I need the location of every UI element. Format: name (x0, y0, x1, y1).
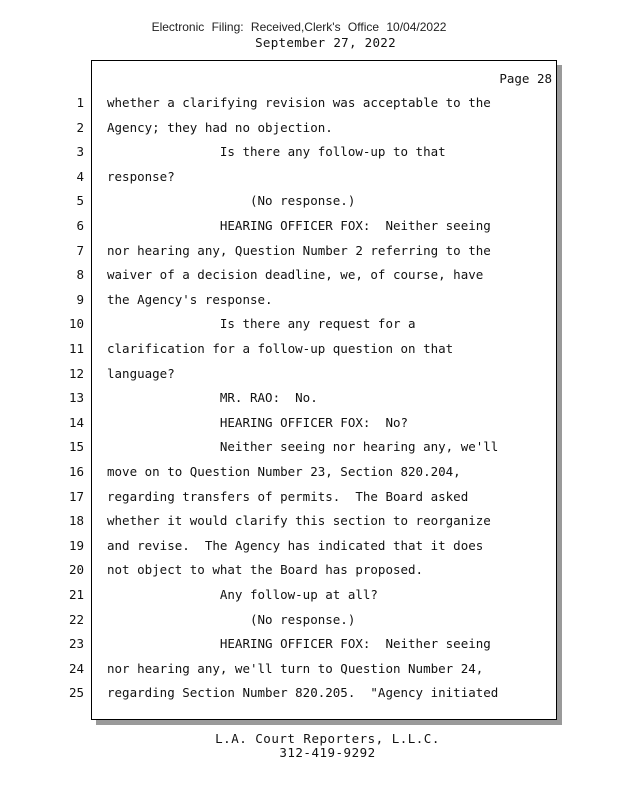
transcript-line (0, 362, 618, 386)
line-number: 4 (76, 168, 84, 184)
transcript-line (0, 312, 618, 336)
line-text: (No response.) (107, 611, 356, 627)
transcript-line (0, 583, 618, 607)
line-text: response? (107, 168, 175, 184)
reporter-company: L.A. Court Reporters, L.L.C. (215, 731, 440, 746)
line-number: 18 (68, 513, 84, 529)
line-text: Is there any request for a (107, 316, 416, 332)
transcript-line (0, 657, 618, 681)
hearing-date: September 27, 2022 (255, 35, 396, 50)
transcript-line (0, 632, 618, 656)
line-text: language? (107, 365, 175, 381)
line-number: 20 (68, 562, 84, 578)
line-number: 1 (76, 95, 84, 110)
line-text: regarding Section Number 820.205. "Agency initiated (107, 685, 499, 701)
line-number: 22 (68, 611, 84, 627)
line-number: 12 (68, 365, 84, 381)
line-number: 6 (76, 218, 84, 233)
transcript-line (0, 263, 618, 287)
line-text: HEARING OFFICER FOX: No? (107, 414, 409, 430)
transcript-line (0, 239, 618, 263)
transcript-line (0, 288, 618, 312)
transcript-line (0, 681, 618, 705)
transcript-line (0, 91, 618, 115)
line-number: 11 (68, 341, 84, 356)
line-text: Agency; they had no objection. (107, 119, 333, 135)
line-number: 9 (76, 291, 84, 307)
transcript-line (0, 558, 618, 582)
line-number: 5 (76, 193, 84, 209)
transcript-line (0, 189, 618, 213)
line-text: waiver of a decision deadline, we, of course, have (107, 267, 484, 283)
line-text: MR. RAO: No. (107, 390, 318, 406)
transcript-line (0, 165, 618, 189)
line-number: 10 (68, 316, 84, 332)
line-text: whether it would clarify this section to reorganize (107, 513, 491, 529)
line-text: clarification for a follow-up question on that (107, 341, 454, 356)
transcript-line (0, 485, 618, 509)
line-text: whether a clarifying revision was acceptable to the (107, 95, 491, 110)
line-text: not object to what the Board has proposed. (107, 562, 424, 578)
transcript-line (0, 435, 618, 459)
line-number: 17 (68, 488, 84, 504)
line-number: 15 (68, 439, 84, 455)
transcript-line (0, 214, 618, 238)
line-number: 16 (68, 464, 84, 479)
line-text: and revise. The Agency has indicated that it does (107, 537, 484, 553)
line-text: the Agency's response. (107, 291, 273, 307)
transcript-line (0, 534, 618, 558)
line-text: Neither seeing nor hearing any, we'll (107, 439, 499, 455)
line-number: 14 (68, 414, 84, 430)
line-text: nor hearing any, we'll turn to Question Number 24, (107, 660, 484, 676)
line-number: 13 (68, 390, 84, 406)
line-text: Any follow-up at all? (107, 587, 378, 602)
filing-stamp: Electronic Filing: Received,Clerk's Office 10/04/2022 (151, 20, 447, 34)
line-number: 2 (76, 119, 84, 135)
transcript-line (0, 140, 618, 164)
line-number: 24 (68, 660, 84, 676)
line-number: 21 (68, 587, 84, 602)
reporter-phone: 312-419-9292 (279, 745, 376, 760)
line-text: HEARING OFFICER FOX: Neither seeing (107, 636, 491, 652)
line-number: 7 (76, 242, 84, 258)
line-text: HEARING OFFICER FOX: Neither seeing (107, 218, 491, 233)
line-number: 3 (76, 144, 84, 160)
line-number: 8 (76, 267, 84, 283)
transcript-line (0, 116, 618, 140)
transcript-line (0, 509, 618, 533)
line-number: 23 (68, 636, 84, 652)
transcript-line (0, 460, 618, 484)
transcript-line (0, 608, 618, 632)
line-number: 25 (68, 685, 84, 701)
page-number: Page 28 (499, 71, 552, 86)
footer (0, 732, 618, 760)
transcript-line (0, 386, 618, 410)
line-text: regarding transfers of permits. The Board asked (107, 488, 469, 504)
line-text: (No response.) (107, 193, 356, 209)
line-text: nor hearing any, Question Number 2 referring to the (107, 242, 491, 258)
line-number: 19 (68, 537, 84, 553)
transcript-line (0, 411, 618, 435)
line-text: Is there any follow-up to that (107, 144, 446, 160)
line-text: move on to Question Number 23, Section 820.204, (107, 464, 461, 479)
transcript-line (0, 337, 618, 361)
